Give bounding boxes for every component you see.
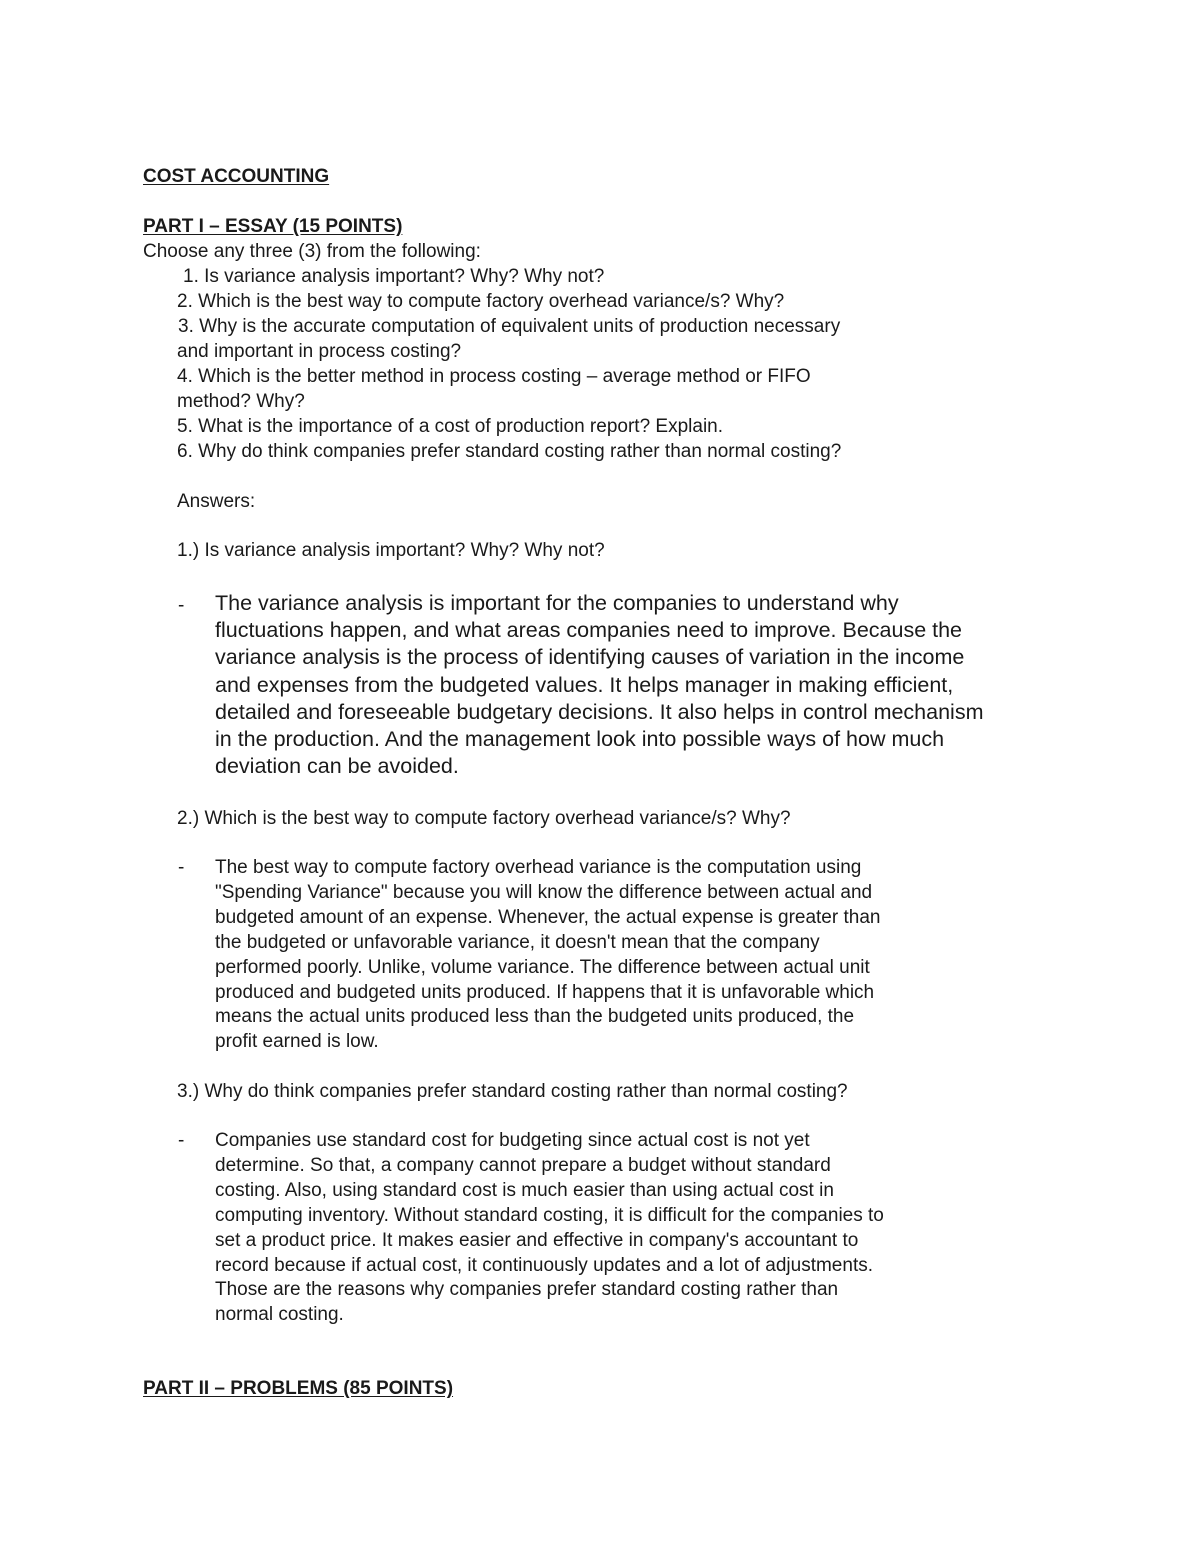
answer-paragraph: Companies use standard cost for budgeting since actual cost is not yet determine. So that, a company cannot prepare a budget without standard costing. Also, using standard cost is much easier than using actual cost in computing inventory. Without standard costing, it is difficult for the companies to set a product price. It makes easier and effective in company's accountant to record because if actual cost, it continuously updates and a lot of adjustments. Those are the reasons why companies prefer standard costing rather than normal costing. <box>215 1130 884 1326</box>
answer-paragraph: The best way to compute factory overhead variance is the computation using "Spending Variance" because you will know the difference between actual and budgeted amount of an expense. Whenever, the actual expense is greater than the budgeted or unfavorable variance, it doesn't mean that the company performed poorly. Unlike, volume variance. The difference between actual unit produced and budgeted units produced. If happens that it is unfavorable which means the actual units produced less than the budgeted units produced, the profit earned is low. <box>215 857 881 1053</box>
question-item: 1. Is variance analysis important? Why? Why not? <box>183 266 605 287</box>
bullet-dash: - <box>178 857 185 878</box>
bullet-dash: - <box>178 595 185 616</box>
question-item: 2. Which is the best way to compute factory overhead variance/s? Why? <box>177 291 785 312</box>
part2-heading: PART II – PROBLEMS (85 POINTS) <box>143 1378 454 1399</box>
answer-question: 1.) Is variance analysis important? Why? Why not? <box>177 540 605 561</box>
question-item: 6. Why do think companies prefer standard costing rather than normal costing? <box>177 441 842 462</box>
question-item: method? Why? <box>177 391 305 412</box>
part1-heading: PART I – ESSAY (15 POINTS) <box>143 216 403 237</box>
document-title: COST ACCOUNTING <box>143 166 330 187</box>
question-item: and important in process costing? <box>177 341 462 362</box>
answer-question: 3.) Why do think companies prefer standard costing rather than normal costing? <box>177 1081 848 1102</box>
question-item: 4. Which is the better method in process costing – average method or FIFO <box>177 366 811 387</box>
answer-paragraph: The variance analysis is important for the companies to understand why fluctuations happen, and what areas companies need to improve. Because the variance analysis is the process of identifying causes of variation in the income and expenses from the budgeted values. It helps manager in making efficient, detailed and foreseeable budgetary decisions. It also helps in control mechanism in the production. And the management look into possible ways of how much deviation can be avoided. <box>215 591 984 779</box>
question-item: 3. Why is the accurate computation of equivalent units of production necessary <box>178 316 841 337</box>
instruction-text: Choose any three (3) from the following: <box>143 241 481 262</box>
answer-question: 2.) Which is the best way to compute factory overhead variance/s? Why? <box>177 808 791 829</box>
question-item: 5. What is the importance of a cost of production report? Explain. <box>177 416 724 437</box>
answers-label: Answers: <box>177 491 256 512</box>
bullet-dash: - <box>178 1130 185 1151</box>
